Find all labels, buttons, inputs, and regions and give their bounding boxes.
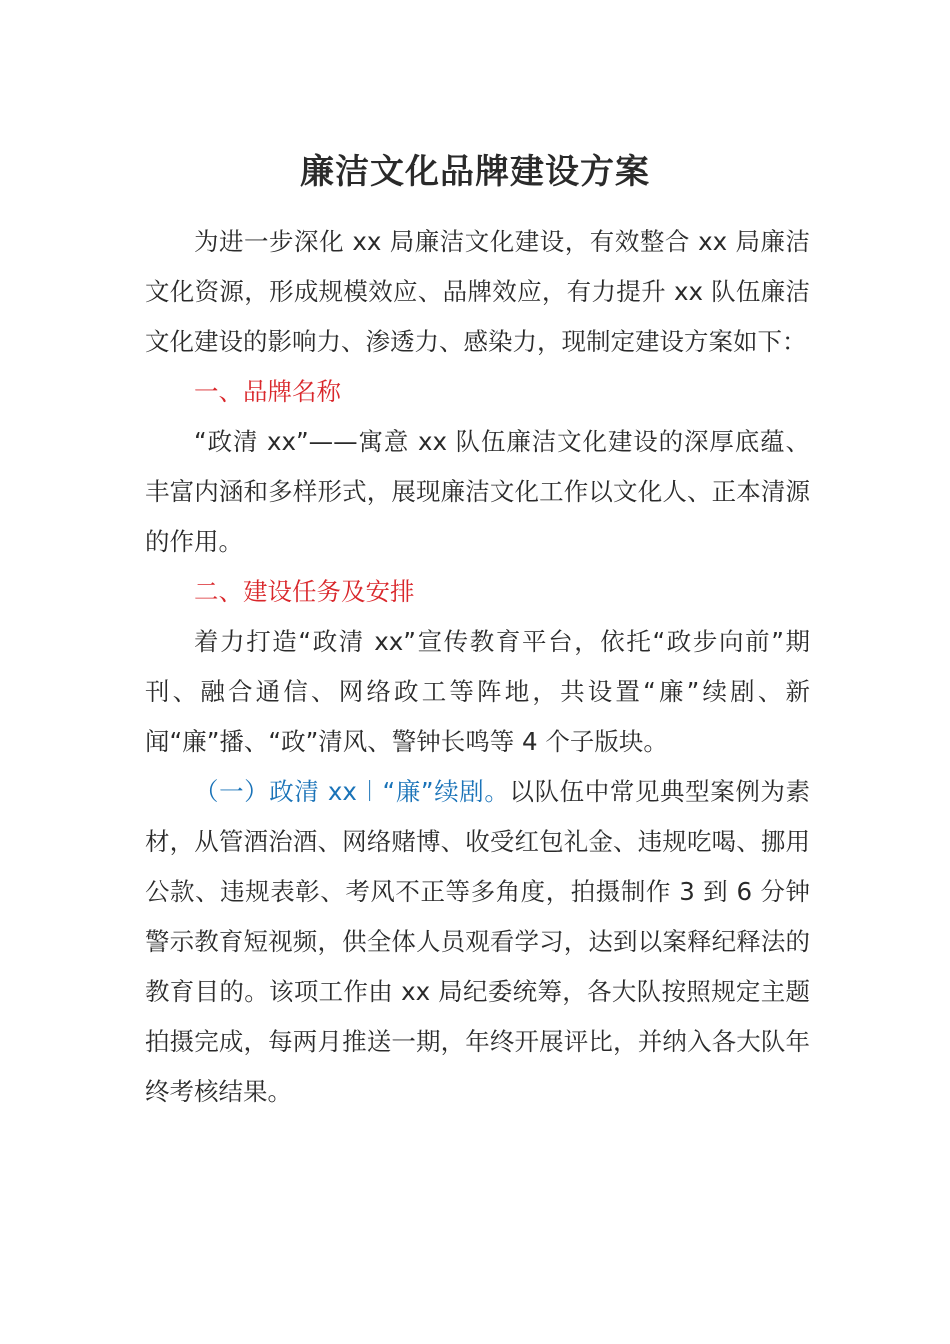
tasks-paragraph: 着力打造“政清 xx”宣传教育平台，依托“政步向前”期刊、融合通信、网络政工等阵地，共设置“廉”续剧、新闻“廉”播、“政”清风、警钟长鸣等 4 个子版块。 — [145, 627, 810, 756]
section-heading-brand-name: 一、品牌名称 — [194, 377, 341, 406]
intro-paragraph: 为进一步深化 xx 局廉洁文化建设，有效整合 xx 局廉洁文化资源，形成规模效应、品牌效应，有力提升 xx 队伍廉洁文化建设的影响力、渗透力、感染力，现制定建设方案如下： — [145, 227, 810, 356]
item-subheading-lian-xu-ju: （一）政清 xx︱“廉”续剧。 — [194, 777, 510, 806]
document-body — [145, 217, 810, 1117]
document-title: 廉洁文化品牌建设方案 — [300, 152, 650, 192]
section-heading-tasks: 二、建设任务及安排 — [194, 577, 415, 606]
item-paragraph-lian-xu-ju — [145, 767, 810, 1117]
item-body-lian-xu-ju: 以队伍中常见典型案例为素材，从管酒治酒、网络赌博、收受红包礼金、违规吃喝、挪用公款、违规表彰、考风不正等多角度，拍摄制作 3 到 6 分钟警示教育短视频，供全体人员观看学习，达到以案释纪释法的教育目的。该项工作由 xx 局纪委统筹，各大队按照规定主题拍摄完成，每两月推送一期，年终开展评比，并纳入各大队年终考核结果。 — [145, 777, 811, 1106]
brand-name-paragraph: “政清 xx”——寓意 xx 队伍廉洁文化建设的深厚底蕴、丰富内涵和多样形式，展现廉洁文化工作以文化人、正本清源的作用。 — [145, 427, 810, 556]
